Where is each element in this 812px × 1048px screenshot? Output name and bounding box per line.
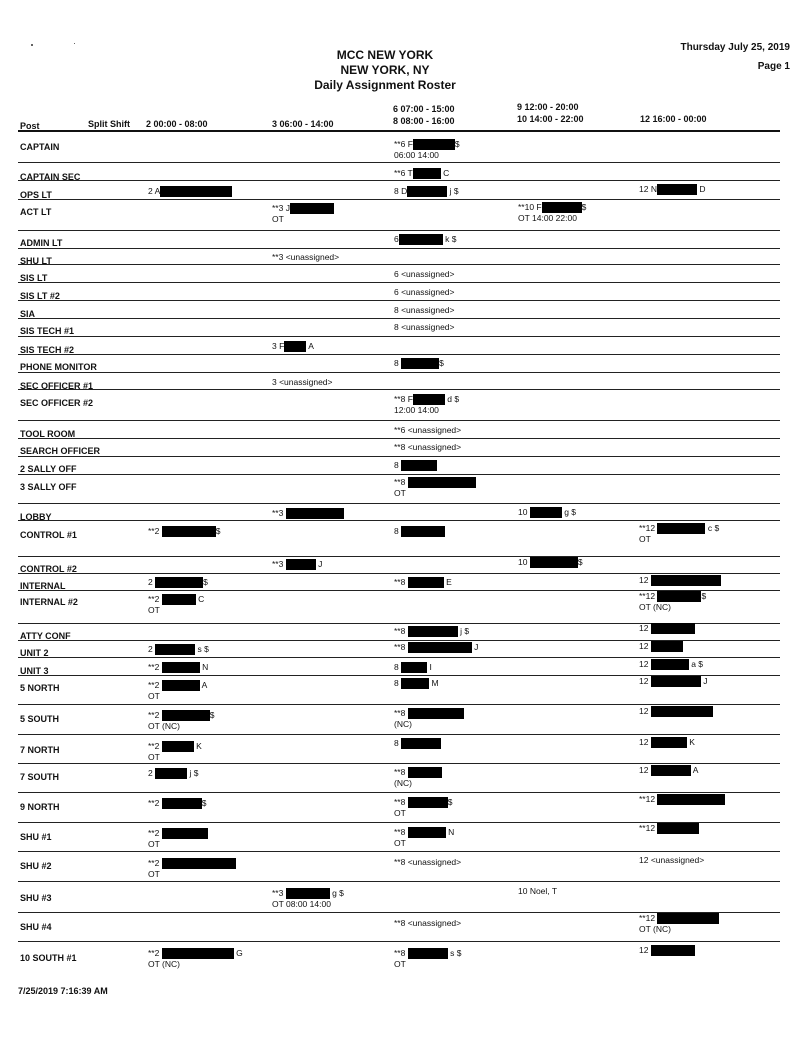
shift-cell: **12 OT (NC) [639,913,719,934]
redaction-block [401,662,427,673]
doc-title-1: MCC NEW YORK [336,48,434,62]
row-divider [18,199,780,200]
shift-cell: **8 OT [394,477,476,498]
scan-speck [74,43,75,44]
redaction-block [162,741,194,752]
shift-cell: **2 $ [148,798,207,808]
redaction-block [651,641,683,652]
redaction-block [542,202,582,213]
shift-cell: 8 [394,460,437,471]
shift-cell: **3 g $ OT 08:00 14:00 [272,888,344,910]
post-label: ADMIN LT [20,238,63,248]
redaction-block [162,858,236,869]
redaction-block [286,888,330,899]
post-label: CONTROL #2 [20,564,77,574]
redaction-block [651,575,721,586]
row-divider [18,734,780,735]
redaction-block [290,203,334,214]
shift-cell: **2 N [148,662,209,672]
shift-cell: **8 N OT [394,827,455,849]
redaction-block [408,797,448,808]
post-label: OPS LT [20,190,52,200]
shift-cell: 3 F A [272,341,314,351]
shift-cell: 8 I [394,662,432,672]
post-label: 3 SALLY OFF [20,482,77,492]
shift-cell: **8 <unassigned> [394,442,462,452]
shift-cell: 8 [394,738,441,749]
shift-cell: 12 K [639,737,695,747]
shift-cell: 6 <unassigned> [394,269,455,279]
shift-cell: 2 $ [148,577,208,587]
shift-cell: **6 <unassigned> [394,425,462,435]
doc-page-number: Page 1 [757,61,790,72]
row-divider [18,336,780,337]
post-label: UNIT 2 [20,648,49,658]
post-label: ATTY CONF [20,631,71,641]
post-label: 9 NORTH [20,802,60,812]
redaction-block [651,945,695,956]
header-rule [18,130,780,132]
post-label: CAPTAIN SEC [20,172,81,182]
row-divider [18,704,780,705]
post-label: 10 SOUTH #1 [20,953,77,963]
row-divider [18,520,780,521]
print-timestamp: 7/25/2019 7:16:39 AM [18,986,108,996]
post-label: 5 NORTH [20,683,60,693]
row-divider [18,389,780,390]
redaction-block [162,710,210,721]
redaction-block [657,823,699,834]
shift-cell: 2 j $ [148,768,199,778]
col-header-shift-3: 3 06:00 - 14:00 [272,119,334,129]
shift-cell: 3 <unassigned> [272,377,333,387]
shift-cell: **3 <unassigned> [272,252,340,262]
redaction-block [162,828,208,839]
redaction-block [408,827,446,838]
redaction-block [401,460,437,471]
scan-speck [31,44,33,46]
post-label: CAPTAIN [20,142,60,152]
shift-cell: **8 <unassigned> [394,918,462,928]
shift-cell: **2 OT [148,828,208,849]
row-divider [18,881,780,882]
shift-cell: 12 a $ [639,659,704,669]
shift-cell: 8 $ [394,358,444,368]
doc-title-3: Daily Assignment Roster [314,78,456,92]
row-divider [18,941,780,942]
doc-title-2: NEW YORK, NY [340,63,430,77]
shift-cell: **8 E [394,577,452,587]
redaction-block [399,234,443,245]
redaction-block [408,642,472,653]
shift-cell: **2 K OT [148,741,202,763]
shift-cell: 12 N D [639,184,706,194]
redaction-block [160,186,232,197]
post-label: LOBBY [20,512,52,522]
shift-cell: **8 F d $ 12:00 14:00 [394,394,460,416]
shift-cell: 12 [639,945,695,956]
row-divider [18,230,780,231]
redaction-block [401,678,429,689]
post-label: SEC OFFICER #1 [20,381,94,391]
shift-cell: 8 <unassigned> [394,305,455,315]
redaction-block [408,708,464,719]
redaction-block [401,358,439,369]
post-label: SHU LT [20,256,52,266]
shift-cell: **2 $ OT (NC) [148,710,215,732]
shift-cell: **6 T C [394,168,450,178]
redaction-block [155,644,195,655]
post-label: TOOL ROOM [20,429,76,439]
row-divider [18,503,780,504]
post-label: ACT LT [20,207,52,217]
redaction-block [657,591,701,602]
redaction-block [413,394,445,405]
row-divider [18,420,780,421]
shift-cell: **12 [639,823,699,834]
redaction-block [651,706,713,717]
post-label: INTERNAL #2 [20,597,78,607]
shift-cell: 2 s $ [148,644,209,654]
post-label: SIS LT [20,273,48,283]
shift-cell: 12 [639,641,683,652]
col-header-shift-2: 2 00:00 - 08:00 [146,119,208,129]
redaction-block [651,737,687,748]
shift-cell: **8 (NC) [394,708,464,729]
redaction-block [657,794,725,805]
post-label: SIS TECH #2 [20,345,75,355]
redaction-block [657,184,697,195]
redaction-block [155,577,203,588]
shift-cell: **8 j $ [394,626,470,636]
shift-cell: 10 $ [518,557,583,567]
redaction-block [162,680,200,691]
shift-cell: **8 (NC) [394,767,442,788]
redaction-block [657,913,719,924]
shift-cell: 6 k $ [394,234,457,244]
shift-cell: 8 M [394,678,439,688]
row-divider [18,300,780,301]
shift-cell: **2 A OT [148,680,208,702]
redaction-block [651,623,695,634]
row-divider [18,474,780,475]
shift-cell: **8 $ OT [394,797,453,819]
shift-cell: **6 F $ 06:00 14:00 [394,139,460,161]
post-label: SHU #4 [20,922,52,932]
redaction-block [651,676,701,687]
post-label: SHU #2 [20,861,52,871]
shift-cell: **2 C OT [148,594,205,616]
post-label: SEC OFFICER #2 [20,398,94,408]
post-label: 5 SOUTH [20,714,60,724]
row-divider [18,354,780,355]
post-label: SIS LT #2 [20,291,60,301]
post-label: SHU #3 [20,893,52,903]
post-label: CONTROL #1 [20,530,77,540]
shift-cell: **3 [272,508,344,519]
redaction-block [284,341,306,352]
shift-cell: 12 J [639,676,708,686]
post-label: SEARCH OFFICER [20,446,101,456]
redaction-block [657,523,705,534]
redaction-block [162,798,202,809]
redaction-block [286,559,316,570]
redaction-block [401,738,441,749]
col-header-shift-9: 9 12:00 - 20:00 [517,102,579,112]
shift-cell: 8 <unassigned> [394,322,455,332]
shift-cell: **3 J [272,559,323,569]
row-divider [18,763,780,764]
post-label: SHU #1 [20,832,52,842]
post-label: PHONE MONITOR [20,362,97,372]
redaction-block [530,557,578,568]
shift-cell: 12 [639,706,713,717]
row-divider [18,438,780,439]
shift-cell: 12 A [639,765,699,775]
col-header-split: Split Shift [88,119,130,129]
redaction-block [407,186,447,197]
post-label: INTERNAL [20,581,66,591]
shift-cell: 12 [639,623,695,634]
redaction-block [408,948,448,959]
shift-cell: **12 [639,794,725,805]
post-label: 2 SALLY OFF [20,464,77,474]
shift-cell: 12 <unassigned> [639,855,705,865]
redaction-block [413,139,455,150]
redaction-block [162,662,200,673]
redaction-block [651,659,689,670]
post-label: 7 SOUTH [20,772,60,782]
redaction-block [408,477,476,488]
col-header-shift-8: 8 08:00 - 16:00 [393,116,455,126]
redaction-block [401,526,445,537]
row-divider [18,573,780,574]
shift-cell: **3 J OT [272,203,334,224]
shift-cell: **2 OT [148,858,236,879]
row-divider [18,372,780,373]
row-divider [18,318,780,319]
doc-date: Thursday July 25, 2019 [680,42,790,53]
col-header-post: Post [20,121,40,131]
shift-cell: 2 A [148,186,232,197]
row-divider [18,456,780,457]
shift-cell: 6 <unassigned> [394,287,455,297]
redaction-block [530,507,562,518]
col-header-shift-12: 12 16:00 - 00:00 [640,114,707,124]
shift-cell: **2 G OT (NC) [148,948,243,970]
row-divider [18,180,780,181]
post-label: 7 NORTH [20,745,60,755]
shift-cell: **8 <unassigned> [394,857,462,867]
redaction-block [162,948,234,959]
redaction-block [286,508,344,519]
row-divider [18,792,780,793]
shift-cell: 10 g $ [518,507,577,517]
row-divider [18,657,780,658]
shift-cell: **2 $ [148,526,221,536]
row-divider [18,248,780,249]
shift-cell: 10 Noel, T [518,886,558,896]
redaction-block [162,526,216,537]
post-label: SIS TECH #1 [20,326,75,336]
row-divider [18,162,780,163]
shift-cell: **12 c $ OT [639,523,720,545]
redaction-block [408,767,442,778]
row-divider [18,282,780,283]
shift-cell: 12 [639,575,721,586]
shift-cell: **8 s $ OT [394,948,462,970]
col-header-shift-6: 6 07:00 - 15:00 [393,104,455,114]
redaction-block [408,577,444,588]
col-header-shift-10: 10 14:00 - 22:00 [517,114,584,124]
row-divider [18,264,780,265]
redaction-block [162,594,196,605]
post-label: SIA [20,309,36,319]
post-label: UNIT 3 [20,666,49,676]
row-divider [18,851,780,852]
shift-cell: **10 F $ OT 14:00 22:00 [518,202,587,224]
redaction-block [413,168,441,179]
redaction-block [651,765,691,776]
row-divider [18,556,780,557]
shift-cell: 8 [394,526,445,537]
shift-cell: 8 D j $ [394,186,459,196]
redaction-block [155,768,187,779]
redaction-block [408,626,458,637]
shift-cell: **8 J [394,642,479,652]
shift-cell: **12 $ OT (NC) [639,591,707,613]
